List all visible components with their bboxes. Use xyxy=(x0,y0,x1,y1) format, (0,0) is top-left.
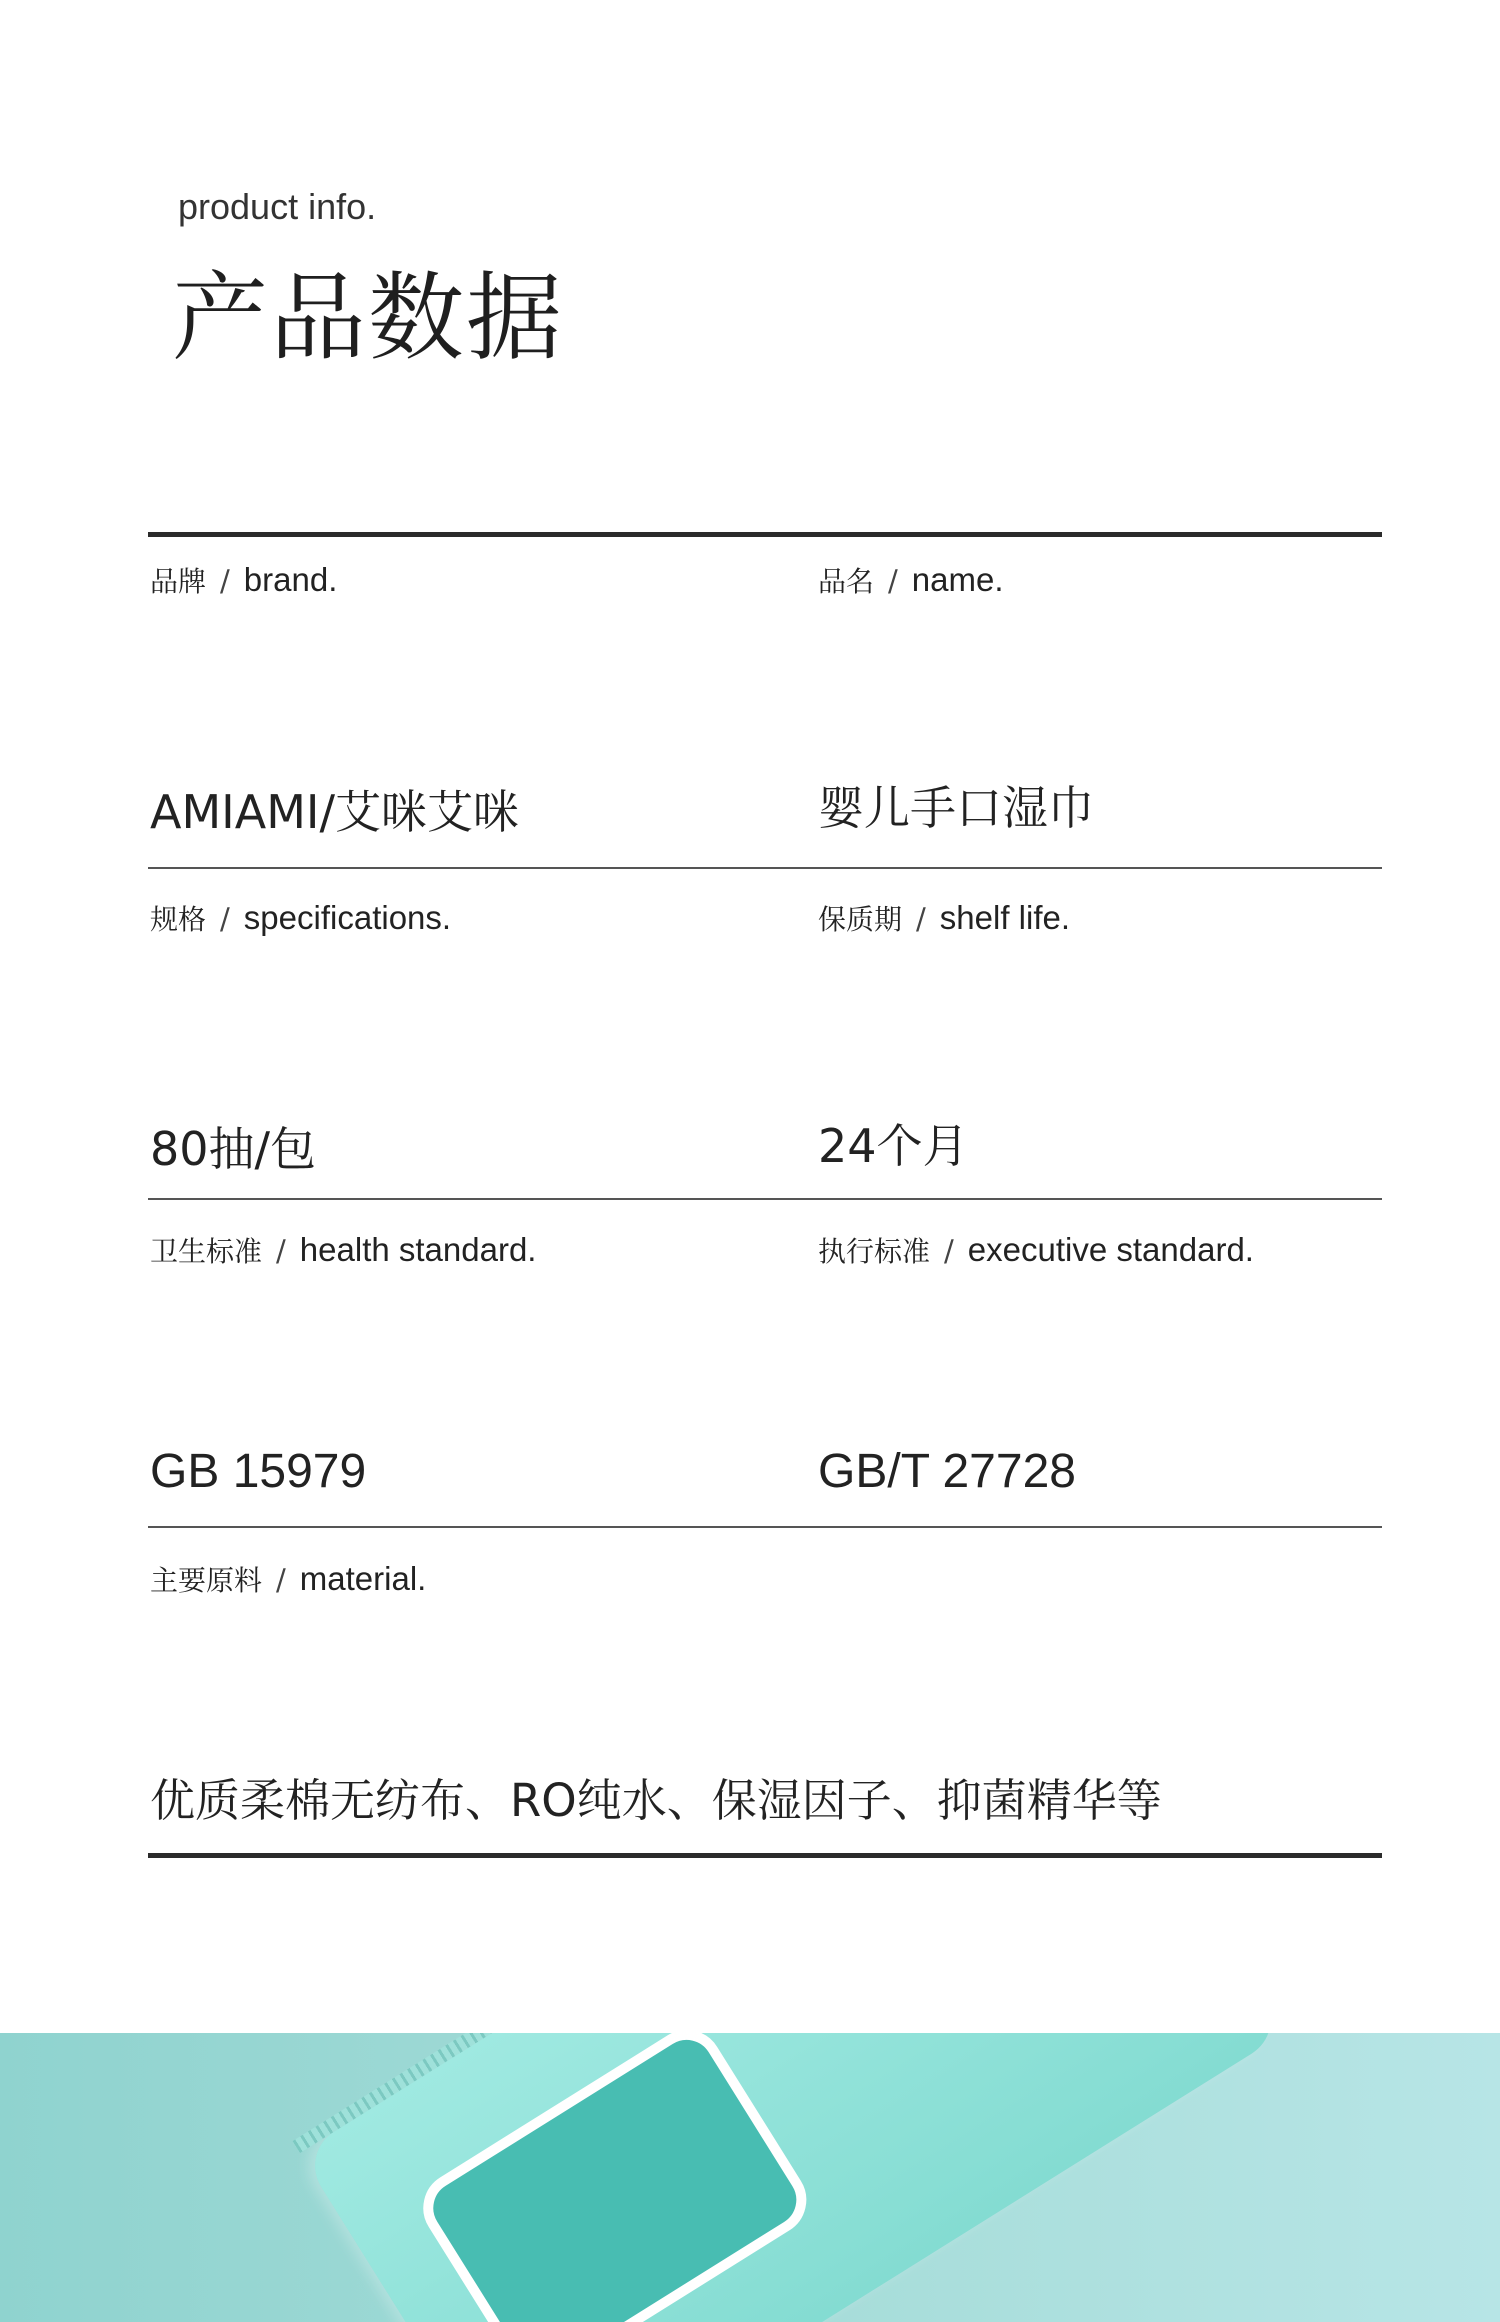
brand-label: 品牌 / brand. xyxy=(150,561,338,598)
health-standard-label: 卫生标准 / health standard. xyxy=(150,1231,537,1268)
section-title: 产品数据 xyxy=(172,262,564,374)
name-label: 品名 / name. xyxy=(818,561,1004,598)
shelf-life-label: 保质期 / shelf life. xyxy=(818,899,1071,936)
section-eyebrow: product info. xyxy=(178,186,377,227)
material-label: 主要原料 / material. xyxy=(150,1560,427,1597)
wipes-package-image xyxy=(300,2033,1286,2322)
specifications-value: 80抽/包 xyxy=(150,1122,317,1176)
bottom-divider xyxy=(148,1853,1382,1858)
row-divider-1 xyxy=(148,867,1382,869)
package-lid xyxy=(410,2033,820,2322)
shelf-life-value: 24个月 xyxy=(818,1119,969,1173)
material-value: 优质柔棉无纺布、RO纯水、保湿因子、抑菌精华等 xyxy=(150,1774,1162,1827)
specifications-label: 规格 / specifications. xyxy=(150,899,452,936)
top-divider xyxy=(148,532,1382,537)
executive-standard-value: GB/T 27728 xyxy=(818,1445,1076,1498)
row-divider-3 xyxy=(148,1526,1382,1528)
executive-standard-label: 执行标准 / executive standard. xyxy=(818,1231,1254,1268)
row-divider-2 xyxy=(148,1198,1382,1200)
name-value: 婴儿手口湿巾 xyxy=(818,781,1094,835)
brand-value: AMIAMI/艾咪艾咪 xyxy=(150,785,519,839)
health-standard-value: GB 15979 xyxy=(150,1445,367,1498)
product-banner xyxy=(0,2033,1500,2322)
